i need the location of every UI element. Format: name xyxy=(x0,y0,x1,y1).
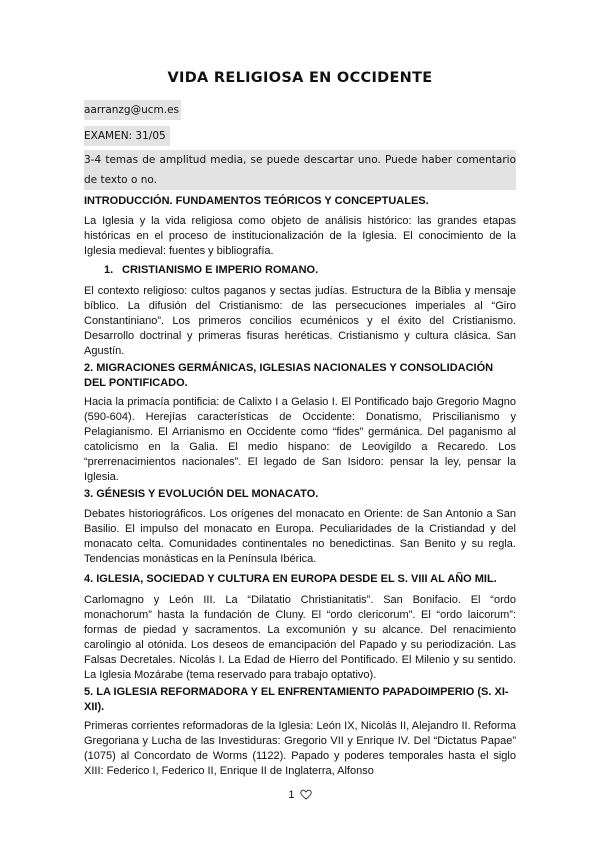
section-4-body: Carlomagno y León III. La “Dilatatio Christianitatis”. San Bonifacio. El “ordo monachorum” hasta la fundación de Cluny. El “ordo clericorum”. El “ordo laicorum”: formas de piedad y sacramentos. La excomunión y su alcance. Del renacimiento carolingio al otónida. Los deseos de emancipación del Papado y su periodización. Las Falsas Decretales. Nicolás I. La Edad de Hierro del Pontificado. El Milenio y su sentido. La Iglesia Mozárabe (tema reservado para trabajo optativo). xyxy=(84,594,516,681)
section-4-heading: 4. IGLESIA, SOCIEDAD Y CULTURA EN EUROPA DESDE EL S. VIII AL AÑO MIL. xyxy=(84,573,497,585)
section-3-body: Debates historiográficos. Los orígenes del monacato en Oriente: de San Antonio a San Basilio. El impulso del monacato en Europa. Peculiaridades de la Cristiandad y del monacato celta. Comunidades continentales no benedictinas. San Benito y su regla. Tendencias monásticas en la Península Ibérica. xyxy=(84,508,516,565)
section-3-heading: 3. GÉNESIS Y EVOLUCIÓN DEL MONACATO. xyxy=(84,488,319,500)
section-2-body: Hacia la primacía pontificia: de Calixto I a Gelasio I. El Pontificado bajo Gregorio Magno (590-604). Herejías características de Occidente: Donatismo, Priscilianismo y Pelagianismo. El Arrianismo en Occidente como “fides” germánica. Del paganismo al catolicismo en la Galia. El medio hispano: de Leovigildo a Recaredo. Los “prerrenacimientos nacionales”. El legado de San Isidoro: pensar la ley, pensar la Iglesia. xyxy=(84,396,516,483)
heart-icon xyxy=(298,789,312,801)
document-title: VIDA RELIGIOSA EN OCCIDENTE xyxy=(167,70,433,86)
intro-body: La Iglesia y la vida religiosa como objeto de análisis histórico: las grandes etapas históricas en el proceso de institucionalización de la Iglesia. El conocimiento de la Iglesia medieval: fuentes y bibliografía. xyxy=(84,215,516,257)
contact-email: aarranzg@ucm.es xyxy=(84,100,181,120)
section-1-heading: CRISTIANISMO E IMPERIO ROMANO. xyxy=(122,264,319,276)
section-5-body: Primeras corrientes reformadoras de la Iglesia: León IX, Nicolás II, Alejandro II. Reforma Gregoriana y Lucha de las Investiduras: Gregorio VII y Enrique IV. Del “Dictatus Papae” (1075) al Concordato de Worms (1122). Papado y poderes temporales hasta el siglo XIII: Federico I, Federico II, Enrique II de Inglaterra, Alfonso xyxy=(84,720,516,777)
section-1-body: El contexto religioso: cultos paganos y sectas judías. Estructura de la Biblia y mensaje bíblico. La difusión del Cristianismo: de las persecuciones imperiales al “Giro Constantiniano”. Los primeros concilios ecuménicos y el éxito del Cristianismo. Desarrollo doctrinal y primeras fisuras heréticas. Cristianismo y cultura clásica. San Agustín. xyxy=(84,285,516,357)
page-footer xyxy=(84,787,516,803)
section-1-number: 1. xyxy=(104,264,114,276)
page-number: 1 xyxy=(288,789,295,801)
exam-note: 3-4 temas de amplitud media, se puede descartar uno. Puede haber comentario de texto o no. xyxy=(84,150,516,190)
exam-date: EXAMEN: 31/05 xyxy=(84,126,170,146)
section-5-heading: 5. LA IGLESIA REFORMADORA Y EL ENFRENTAMIENTO PAPADOIMPERIO (S. XI-XII). xyxy=(84,686,509,713)
intro-heading: INTRODUCCIÓN. FUNDAMENTOS TEÓRICOS Y CONCEPTUALES. xyxy=(84,195,429,207)
section-2-heading: 2. MIGRACIONES GERMÁNICAS, IGLESIAS NACIONALES Y CONSOLIDACIÓN DEL PONTIFICADO. xyxy=(84,362,494,389)
